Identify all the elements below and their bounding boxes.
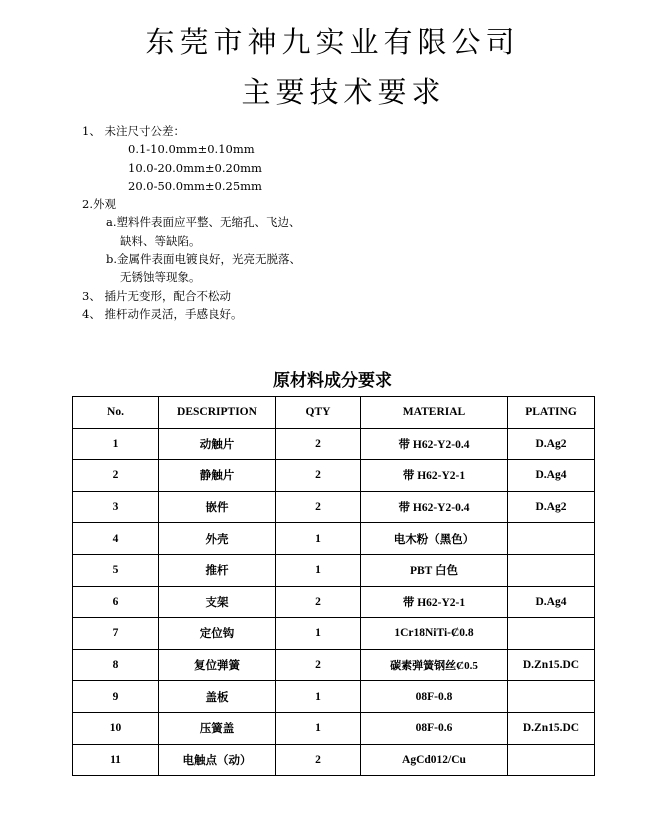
materials-table: [72, 396, 595, 776]
requirement-2a-cont: 缺料、等缺陷。: [120, 233, 201, 248]
cell-plating: D.Ag2: [508, 491, 595, 523]
table-row: [73, 744, 595, 776]
cell-material: 带 H62-Y2-0.4: [361, 491, 508, 523]
cell-no: 8: [73, 649, 159, 681]
cell-no: 4: [73, 523, 159, 555]
cell-plating: D.Zn15.DC: [508, 712, 595, 744]
cell-material: 碳素弹簧钢丝Ȼ0.5: [361, 649, 508, 681]
cell-plating: [508, 554, 595, 586]
table-row: [73, 586, 595, 618]
cell-plating: D.Ag2: [508, 428, 595, 460]
cell-no: 6: [73, 586, 159, 618]
cell-material: 08F-0.6: [361, 712, 508, 744]
header-no: No.: [73, 397, 159, 429]
table-title: 原材料成分要求: [273, 371, 392, 391]
header-description: DESCRIPTION: [159, 397, 276, 429]
cell-no: 11: [73, 744, 159, 776]
cell-no: 9: [73, 681, 159, 713]
cell-qty: 2: [276, 491, 361, 523]
cell-plating: [508, 523, 595, 555]
tolerance-range-3: 20.0-50.0mm±0.25mm: [128, 178, 262, 193]
cell-description: 动触片: [159, 428, 276, 460]
cell-description: 盖板: [159, 681, 276, 713]
table-row: [73, 523, 595, 555]
requirement-2b-cont: 无锈蚀等现象。: [120, 270, 201, 285]
cell-qty: 2: [276, 744, 361, 776]
cell-qty: 1: [276, 681, 361, 713]
requirement-2: 2.外观: [82, 197, 116, 212]
cell-plating: [508, 744, 595, 776]
table-row: [73, 460, 595, 492]
requirement-4: 4、 推杆动作灵活，手感良好。: [82, 306, 243, 321]
cell-qty: 2: [276, 586, 361, 618]
cell-qty: 1: [276, 618, 361, 650]
table-row: [73, 681, 595, 713]
tolerance-range-2: 10.0-20.0mm±0.20mm: [128, 160, 262, 175]
technical-requirements: [82, 122, 602, 323]
cell-plating: D.Ag4: [508, 460, 595, 492]
header-material: MATERIAL: [361, 397, 508, 429]
cell-material: 带 H62-Y2-0.4: [361, 428, 508, 460]
header-plating: PLATING: [508, 397, 595, 429]
cell-material: 带 H62-Y2-1: [361, 586, 508, 618]
cell-material: 电木粉（黑色）: [361, 523, 508, 555]
cell-plating: [508, 681, 595, 713]
cell-description: 支架: [159, 586, 276, 618]
cell-description: 静触片: [159, 460, 276, 492]
table-row: [73, 491, 595, 523]
cell-qty: 1: [276, 712, 361, 744]
cell-no: 2: [73, 460, 159, 492]
table-header-row: [73, 397, 595, 429]
cell-description: 外壳: [159, 523, 276, 555]
cell-qty: 2: [276, 460, 361, 492]
cell-no: 10: [73, 712, 159, 744]
cell-plating: D.Ag4: [508, 586, 595, 618]
cell-description: 电触点（动）: [159, 744, 276, 776]
cell-material: PBT 白色: [361, 554, 508, 586]
company-name: 东莞市神九实业有限公司: [145, 25, 520, 59]
requirement-2a: a.塑料件表面应平整、无缩孔、飞边、: [106, 215, 301, 230]
cell-material: 带 H62-Y2-1: [361, 460, 508, 492]
cell-qty: 2: [276, 428, 361, 460]
requirement-3: 3、 插片无变形，配合不松动: [82, 288, 231, 303]
table-row: [73, 649, 595, 681]
cell-material: AgCd012/Cu: [361, 744, 508, 776]
cell-description: 复位弹簧: [159, 649, 276, 681]
table-row: [73, 554, 595, 586]
cell-no: 3: [73, 491, 159, 523]
table-row: [73, 618, 595, 650]
tolerance-range-1: 0.1-10.0mm±0.10mm: [128, 142, 255, 157]
cell-no: 5: [73, 554, 159, 586]
cell-description: 嵌件: [159, 491, 276, 523]
cell-no: 7: [73, 618, 159, 650]
cell-description: 推杆: [159, 554, 276, 586]
requirement-2b: b.金属件表面电镀良好，光亮无脱落、: [106, 252, 302, 267]
cell-material: 08F-0.8: [361, 681, 508, 713]
cell-qty: 1: [276, 554, 361, 586]
cell-description: 压簧盖: [159, 712, 276, 744]
cell-plating: [508, 618, 595, 650]
document-title: 主要技术要求: [241, 75, 446, 109]
header-qty: QTY: [276, 397, 361, 429]
cell-plating: D.Zn15.DC: [508, 649, 595, 681]
cell-qty: 2: [276, 649, 361, 681]
requirement-1: 1、 未注尺寸公差：: [82, 124, 185, 138]
cell-material: 1Cr18NiTi-Ȼ0.8: [361, 618, 508, 650]
cell-no: 1: [73, 428, 159, 460]
table-row: [73, 712, 595, 744]
table-row: [73, 428, 595, 460]
cell-description: 定位钩: [159, 618, 276, 650]
cell-qty: 1: [276, 523, 361, 555]
